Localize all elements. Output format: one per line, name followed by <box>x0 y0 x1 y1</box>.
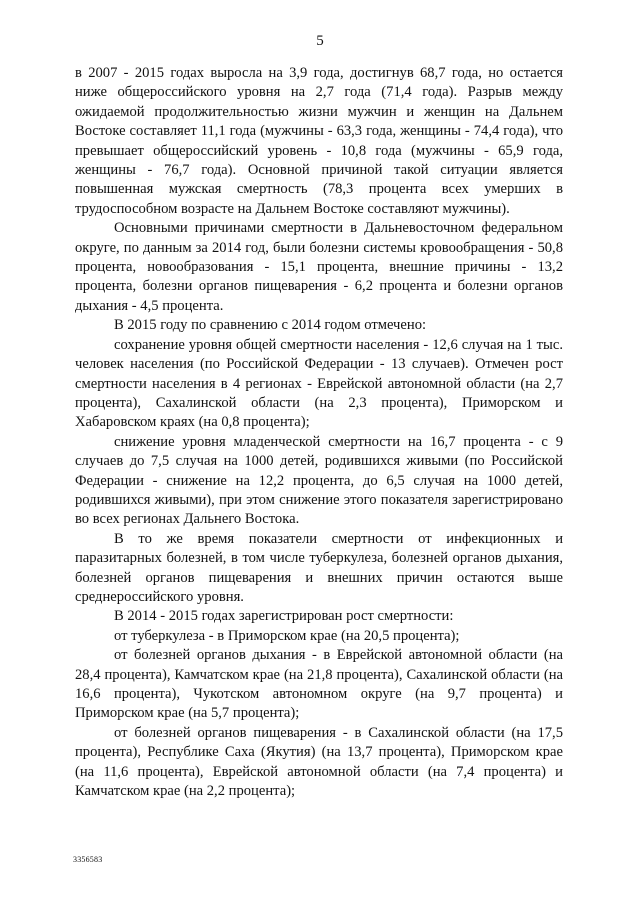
paragraph-tuberculosis: от туберкулеза - в Приморском крае (на 20,5 процента); <box>114 627 460 644</box>
paragraph-2015-intro: В 2015 году по сравнению с 2014 годом отмечено: <box>114 317 427 334</box>
document-body <box>75 64 563 801</box>
paragraph-above-average: В то же время показатели смертности от инфекционных и паразитарных болезней, в том числе туберкулеза, болезней органов дыхания, болезней органов пищеварения и внешних причин остаются выше среднероссийского уровня. <box>75 530 563 605</box>
paragraph-growth-intro: В 2014 - 2015 годах зарегистрирован рост смертности: <box>114 608 454 625</box>
paragraph-respiratory: от болезней органов дыхания - в Еврейской автономной области (на 28,4 процента), Камчатском крае (на 21,8 процента), Сахалинской области (на 16,6 процента), Чукотском автономном округе (на 9,7 процента) и Приморском крае (на 5,7 процента); <box>75 647 563 722</box>
paragraph-life-expectancy: в 2007 - 2015 годах выросла на 3,9 года, достигнув 68,7 года, но остается ниже общероссийского уровня на 2,7 года (71,4 года). Разрыв между ожидаемой продолжительностью жизни мужчин и женщин на Дальнем Востоке составляет 11,1 года (мужчины - 63,3 года, женщины - 74,4 года), что превышает общероссийский уровень - 10,8 года (мужчины - 65,9 года, женщины - 76,7 года). Основной причиной такой ситуации является повышенная мужская смертность (78,3 процента всех умерших в трудоспособном возрасте на Дальнем Востоке составляют мужчины). <box>75 65 563 217</box>
document-code: 3356583 <box>73 855 103 864</box>
paragraph-infant-mortality: снижение уровня младенческой смертности на 16,7 процента - с 9 случаев до 7,5 случая на 1000 детей, родившихся живыми (по Российской Федерации - снижение на 12,2 процента, до 6,5 случая на 1000 детей, родившихся живыми), при этом снижение этого показателя зарегистрировано во всех регионах Дальнего Востока. <box>75 433 563 528</box>
paragraph-general-mortality: сохранение уровня общей смертности населения - 12,6 случая на 1 тыс. человек населения (по Российской Федерации - 13 случаев). Отмечен рост смертности населения в 4 регионах - Еврейской автономной области (на 2,7 процента), Сахалинской области (на 2,3 процента), Приморском и Хабаровском краях (на 0,8 процента); <box>75 336 563 431</box>
paragraph-mortality-causes: Основными причинами смертности в Дальневосточном федеральном округе, по данным за 2014 год, были болезни системы кровообращения - 50,8 процента, новообразования - 15,1 процента, внешние причины - 13,2 процента, болезни органов пищеварения - 6,2 процента и болезни органов дыхания - 4,5 процента. <box>75 220 563 314</box>
page-number: 5 <box>316 33 324 49</box>
paragraph-digestive: от болезней органов пищеварения - в Сахалинской области (на 17,5 процента), Республике Саха (Якутия) (на 13,7 процента), Приморском крае (на 11,6 процента), Еврейской автономной области (на 7,4 процента) и Камчатском крае (на 2,2 процента); <box>75 724 563 800</box>
